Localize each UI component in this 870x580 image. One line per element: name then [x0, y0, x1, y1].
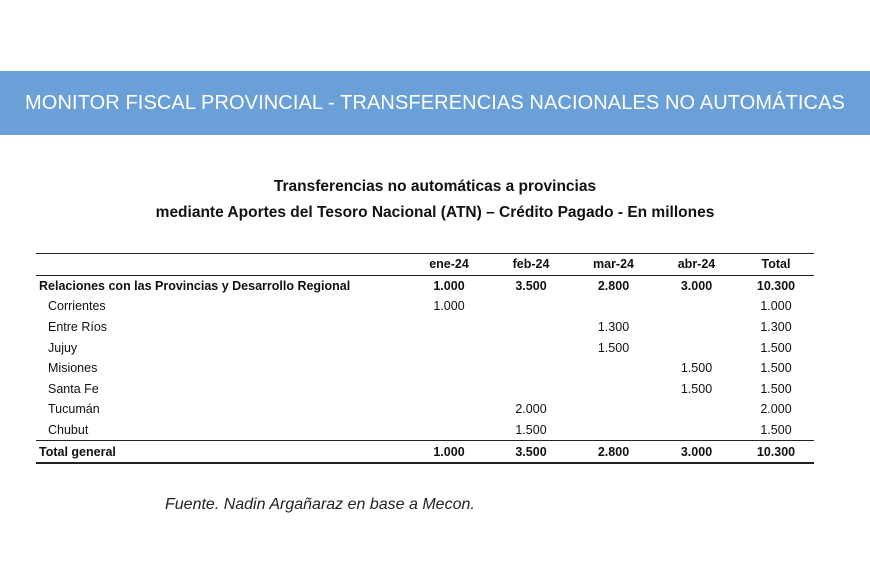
cell-mar-24 [572, 399, 655, 420]
report-banner [0, 71, 870, 135]
header-total: Total [738, 254, 814, 276]
source-note: Fuente. Nadin Argañaraz en base a Mecon. [165, 496, 475, 513]
cell-ene-24: 1.000 [433, 299, 465, 314]
cell-feb-24: 3.500 [515, 278, 547, 293]
table-row [36, 420, 814, 441]
cell-ene-24 [408, 337, 490, 358]
cell-ene-24 [408, 399, 490, 420]
table-row [36, 296, 814, 317]
row-label: Corrientes [48, 299, 106, 314]
row-label: Jujuy [48, 340, 78, 355]
cell-ene-24 [408, 317, 490, 338]
table-title-line-1: Transferencias no automáticas a provincias [273, 178, 597, 195]
cell-total: 1.500 [760, 423, 792, 438]
table-row [36, 358, 814, 379]
cell-total: 2.000 [760, 402, 792, 417]
header-mar-24: mar-24 [572, 254, 655, 276]
table-row [36, 379, 814, 400]
cell-mar-24 [572, 296, 655, 317]
row-label: Relaciones con las Provincias y Desarrollo Regional [39, 278, 351, 293]
cell-total: 1.500 [760, 340, 792, 355]
header-abr-24: abr-24 [655, 254, 738, 276]
cell-mar-24: 2.800 [597, 278, 630, 293]
table-row [36, 317, 814, 338]
cell-abr-24 [655, 399, 738, 420]
cell-mar-24: 1.300 [597, 320, 630, 335]
header-ene-24: ene-24 [408, 254, 490, 276]
row-label: Entre Ríos [48, 320, 108, 335]
cell-feb-24 [490, 379, 572, 400]
cell-abr-24: 3.000 [680, 278, 713, 293]
cell-abr-24: 3.000 [655, 441, 738, 463]
cell-abr-24 [655, 296, 738, 317]
cell-ene-24 [408, 379, 490, 400]
row-label: Tucumán [48, 402, 100, 417]
cell-ene-24: 1.000 [433, 278, 465, 293]
banner-title: MONITOR FISCAL PROVINCIAL - TRANSFERENCIAS NACIONALES NO AUTOMÁTICAS [25, 91, 845, 114]
cell-abr-24 [655, 420, 738, 441]
header-feb-24: feb-24 [490, 254, 572, 276]
row-label: Total general [36, 441, 408, 463]
table-title-line-2: mediante Aportes del Tesoro Nacional (ATN) – Crédito Pagado - En millones [155, 204, 715, 221]
cell-total: 10.300 [738, 441, 814, 463]
cell-abr-24: 1.500 [680, 361, 713, 376]
cell-total: 10.300 [756, 278, 796, 293]
cell-mar-24 [572, 358, 655, 379]
cell-mar-24 [572, 379, 655, 400]
table-header-row [36, 254, 814, 276]
cell-feb-24: 1.500 [515, 423, 547, 438]
cell-total: 1.500 [760, 361, 792, 376]
cell-ene-24 [408, 358, 490, 379]
table-row [36, 337, 814, 358]
cell-feb-24 [490, 337, 572, 358]
table-row-group [36, 275, 814, 296]
cell-mar-24: 1.500 [597, 340, 630, 355]
cell-mar-24: 2.800 [572, 441, 655, 463]
row-label: Misiones [48, 361, 98, 376]
header-label [36, 254, 408, 276]
cell-total: 1.300 [760, 320, 792, 335]
cell-ene-24: 1.000 [408, 441, 490, 463]
cell-feb-24 [490, 296, 572, 317]
row-label: Chubut [48, 423, 89, 438]
cell-mar-24 [572, 420, 655, 441]
cell-total: 1.000 [760, 299, 792, 314]
cell-abr-24 [655, 337, 738, 358]
cell-feb-24 [490, 358, 572, 379]
transfers-table [36, 253, 814, 464]
cell-feb-24 [490, 317, 572, 338]
cell-total: 1.500 [760, 381, 792, 396]
cell-abr-24: 1.500 [680, 381, 713, 396]
cell-feb-24: 2.000 [515, 402, 547, 417]
cell-ene-24 [408, 420, 490, 441]
table-row [36, 399, 814, 420]
cell-feb-24: 3.500 [490, 441, 572, 463]
cell-abr-24 [655, 317, 738, 338]
row-label: Santa Fe [48, 381, 99, 396]
table-total-row [36, 441, 814, 463]
